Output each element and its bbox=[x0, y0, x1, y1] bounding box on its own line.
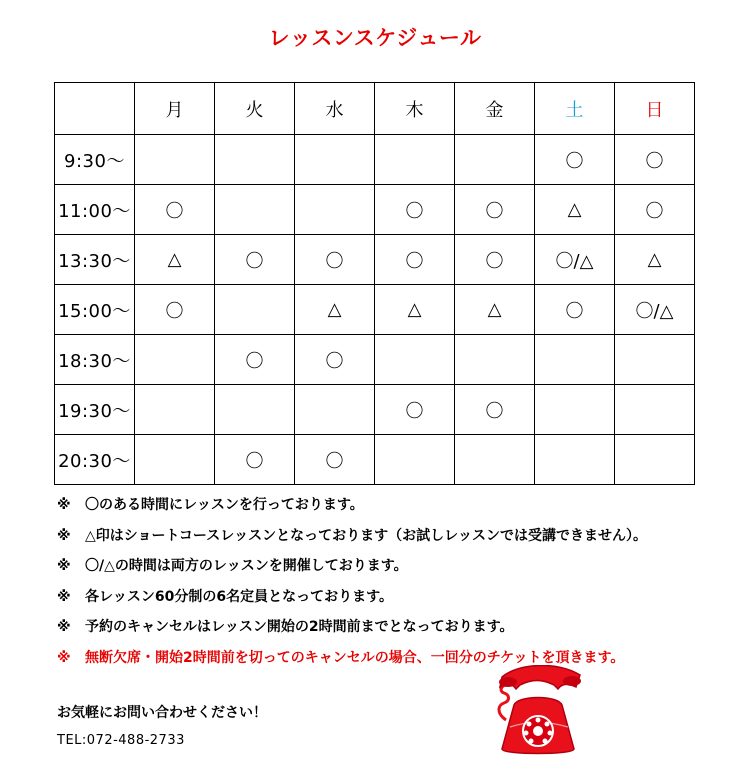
table-row bbox=[55, 285, 695, 335]
red-rotary-telephone-icon bbox=[488, 665, 588, 760]
table-row bbox=[55, 435, 695, 485]
table-row bbox=[55, 135, 695, 185]
day-header-sat: 土 bbox=[535, 83, 615, 135]
note-item bbox=[57, 586, 737, 617]
schedule-cell-sun bbox=[615, 385, 695, 435]
schedule-cell-wed: 〇 bbox=[295, 335, 375, 385]
schedule-cell-fri bbox=[455, 135, 535, 185]
schedule-cell-mon: 〇 bbox=[135, 185, 215, 235]
table-header-row bbox=[55, 83, 695, 135]
time-slot-label: 15:00～ bbox=[55, 285, 135, 335]
schedule-cell-tue bbox=[215, 285, 295, 335]
note-text: 各レッスン60分制の6名定員となっております。 bbox=[85, 588, 393, 605]
note-mark: ※ bbox=[57, 527, 71, 544]
schedule-cell-sat: 〇/△ bbox=[535, 235, 615, 285]
schedule-cell-fri: 〇 bbox=[455, 235, 535, 285]
schedule-cell-thu bbox=[375, 435, 455, 485]
schedule-cell-thu: 〇 bbox=[375, 185, 455, 235]
time-slot-label: 13:30～ bbox=[55, 235, 135, 285]
time-slot-label: 19:30～ bbox=[55, 385, 135, 435]
schedule-cell-sat: 〇 bbox=[535, 135, 615, 185]
schedule-cell-sat: 〇 bbox=[535, 285, 615, 335]
day-header-wed: 水 bbox=[295, 83, 375, 135]
table-row bbox=[55, 385, 695, 435]
note-item bbox=[57, 525, 737, 556]
schedule-cell-sun: 〇/△ bbox=[615, 285, 695, 335]
day-header-tue: 火 bbox=[215, 83, 295, 135]
schedule-cell-mon bbox=[135, 335, 215, 385]
schedule-cell-sat: △ bbox=[535, 185, 615, 235]
notes-list bbox=[57, 494, 737, 677]
schedule-cell-thu bbox=[375, 335, 455, 385]
schedule-cell-tue bbox=[215, 135, 295, 185]
schedule-cell-fri: 〇 bbox=[455, 385, 535, 435]
note-item bbox=[57, 555, 737, 586]
day-header-thu: 木 bbox=[375, 83, 455, 135]
corner-cell bbox=[55, 83, 135, 135]
note-mark: ※ bbox=[57, 558, 71, 574]
schedule-cell-thu: 〇 bbox=[375, 235, 455, 285]
schedule-cell-sun: 〇 bbox=[615, 135, 695, 185]
note-text: 〇/△の時間は両方のレッスンを開催しております。 bbox=[85, 558, 408, 574]
schedule-cell-thu: 〇 bbox=[375, 385, 455, 435]
schedule-cell-mon bbox=[135, 435, 215, 485]
note-mark: ※ bbox=[57, 649, 71, 666]
time-slot-label: 11:00～ bbox=[55, 185, 135, 235]
schedule-cell-fri bbox=[455, 435, 535, 485]
schedule-cell-sun: 〇 bbox=[615, 185, 695, 235]
table-row bbox=[55, 185, 695, 235]
page-title: レッスンスケジュール bbox=[268, 26, 482, 50]
cancellation-warning-note bbox=[57, 647, 737, 678]
lesson-schedule-table bbox=[54, 82, 695, 485]
table-row bbox=[55, 335, 695, 385]
note-item bbox=[57, 616, 737, 647]
schedule-cell-tue bbox=[215, 185, 295, 235]
note-mark: ※ bbox=[57, 588, 71, 605]
table-row bbox=[55, 235, 695, 285]
schedule-cell-thu bbox=[375, 135, 455, 185]
schedule-cell-sun: △ bbox=[615, 235, 695, 285]
phone-number[interactable]: TEL:072-488-2733 bbox=[57, 733, 185, 748]
note-text: 予約のキャンセルはレッスン開始の2時間前までとなっております。 bbox=[85, 619, 514, 635]
schedule-cell-fri: 〇 bbox=[455, 185, 535, 235]
schedule-cell-tue bbox=[215, 385, 295, 435]
schedule-cell-thu: △ bbox=[375, 285, 455, 335]
schedule-cell-mon: 〇 bbox=[135, 285, 215, 335]
contact-message: お気軽にお問い合わせください！ bbox=[57, 705, 267, 721]
note-text: 〇のある時間にレッスンを行っております。 bbox=[85, 497, 364, 513]
time-slot-label: 18:30～ bbox=[55, 335, 135, 385]
schedule-cell-tue: 〇 bbox=[215, 435, 295, 485]
schedule-cell-sun bbox=[615, 335, 695, 385]
schedule-cell-wed bbox=[295, 135, 375, 185]
day-header-fri: 金 bbox=[455, 83, 535, 135]
day-header-mon: 月 bbox=[135, 83, 215, 135]
day-header-sun: 日 bbox=[615, 83, 695, 135]
time-slot-label: 20:30～ bbox=[55, 435, 135, 485]
schedule-cell-mon bbox=[135, 135, 215, 185]
note-text: △印はショートコースレッスンとなっております（お試しレッスンでは受講できません）。 bbox=[85, 527, 647, 544]
schedule-cell-tue: 〇 bbox=[215, 335, 295, 385]
schedule-cell-wed bbox=[295, 185, 375, 235]
schedule-cell-sun bbox=[615, 435, 695, 485]
schedule-cell-wed: △ bbox=[295, 285, 375, 335]
schedule-cell-wed: 〇 bbox=[295, 235, 375, 285]
schedule-cell-mon bbox=[135, 385, 215, 435]
note-text: 無断欠席・開始2時間前を切ってのキャンセルの場合、一回分のチケットを頂きます。 bbox=[85, 649, 625, 666]
schedule-cell-sat bbox=[535, 435, 615, 485]
note-item bbox=[57, 494, 737, 525]
schedule-cell-sat bbox=[535, 335, 615, 385]
schedule-cell-fri: △ bbox=[455, 285, 535, 335]
time-slot-label: 9:30～ bbox=[55, 135, 135, 185]
schedule-cell-sat bbox=[535, 385, 615, 435]
schedule-cell-fri bbox=[455, 335, 535, 385]
note-mark: ※ bbox=[57, 619, 71, 635]
schedule-cell-tue: 〇 bbox=[215, 235, 295, 285]
schedule-cell-wed: 〇 bbox=[295, 435, 375, 485]
note-mark: ※ bbox=[57, 497, 71, 513]
schedule-cell-mon: △ bbox=[135, 235, 215, 285]
schedule-cell-wed bbox=[295, 385, 375, 435]
